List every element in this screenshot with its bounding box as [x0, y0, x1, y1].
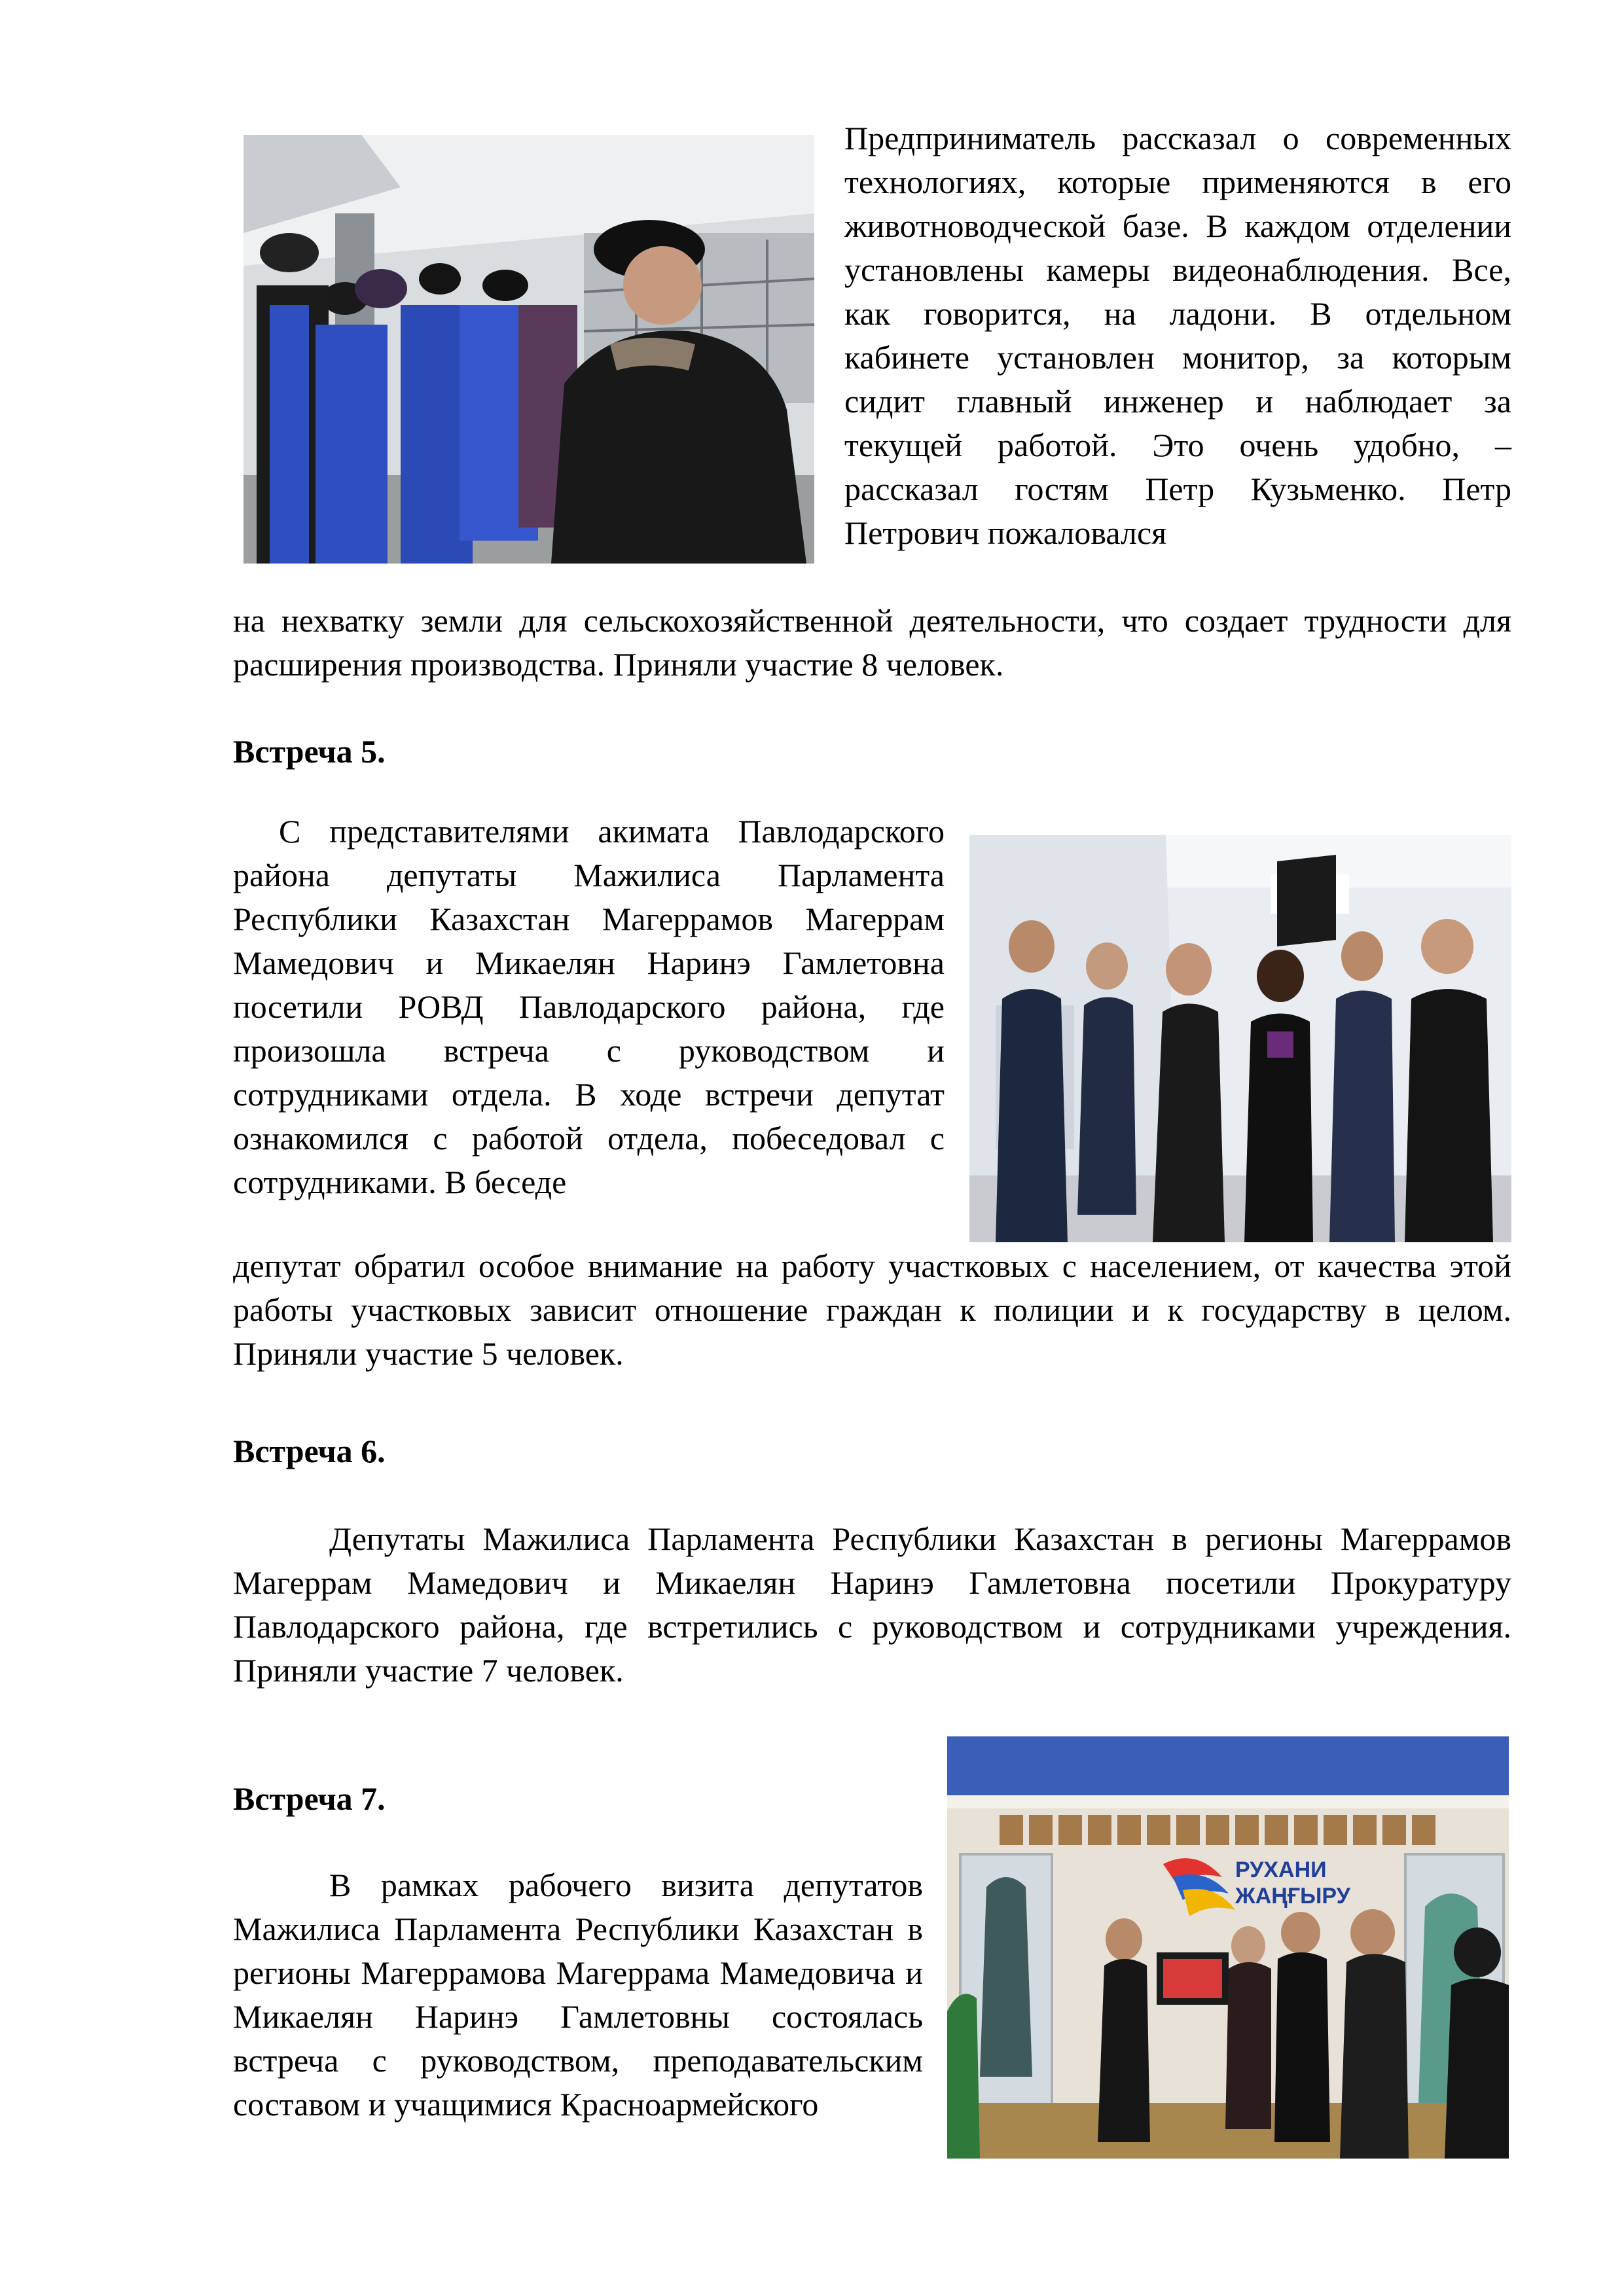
meeting6-paragraph: Депутаты Мажилиса Парламента Республики Казахстан в регионы Магеррамов Магеррам Мамедович и Микаелян Наринэ Гамлетовна посетили Прокуратуру Павлодарского района, где встретились с руководством и сотрудниками учреждения. Приняли участие 7 человек.	[233, 1520, 1511, 1689]
photo-college-museum	[947, 1736, 1509, 2159]
photo-livestock-base-image	[244, 135, 814, 564]
meeting5-paragraph: С представителями акимата Павлодарского района депутаты Мажилиса Парламента Республики Казахстан Магеррамов Магеррам Мамедович и Микаелян Наринэ Гамлетовна посетили РОВД Павлодарского района, где произошла встреча с руководством и сотрудниками отдела. В ходе встречи депутат ознакомился с работой отдела, побеседовал с сотрудниками. В беседе	[233, 813, 945, 1200]
meeting7-paragraph: В рамках рабочего визита депутатов Мажилиса Парламента Республики Казахстан в регионы Магеррамова Магеррама Мамедовича и Микаелян Наринэ Гамлетовны состоялась встреча с руководством, преподавательским составом и учащимися Красноармейского	[233, 1867, 923, 2123]
meeting5-continuation: депутат обратил особое внимание на работу участковых с населением, от качества этой работы участковых зависит отношение граждан к полиции и к государству в целом. Приняли участие 5 человек.	[233, 1247, 1511, 1372]
museum-sign-line1: РУХАНИ	[1235, 1857, 1327, 1882]
meeting7-heading: Встреча 7.	[233, 1780, 386, 1817]
intro-continuation: на нехватку земли для сельскохозяйственной деятельности, что создает трудности для расширения производства. Приняли участие 8 человек.	[233, 602, 1511, 683]
photo-college-museum-image	[947, 1736, 1509, 2159]
photo-livestock-base	[244, 135, 814, 564]
photo-police-department	[969, 835, 1511, 1242]
intro-paragraph: Предприниматель рассказал о современных технологиях, которые применяются в его животноводческой базе. В каждом отделении установлены камеры видеонаблюдения. Все, как говорится, на ладони. В отдельном кабинете установлен монитор, за которым сидит главный инженер и наблюдает за текущей работой. Это очень удобно, – рассказал гостям Петр Кузьменко. Петр Петрович пожаловался	[844, 120, 1511, 551]
museum-sign-line2: ЖАҢҒЫРУ	[1235, 1884, 1350, 1909]
photo-police-department-image	[969, 835, 1511, 1242]
meeting5-heading: Встреча 5.	[233, 733, 386, 770]
meeting6-heading: Встреча 6.	[233, 1433, 386, 1469]
